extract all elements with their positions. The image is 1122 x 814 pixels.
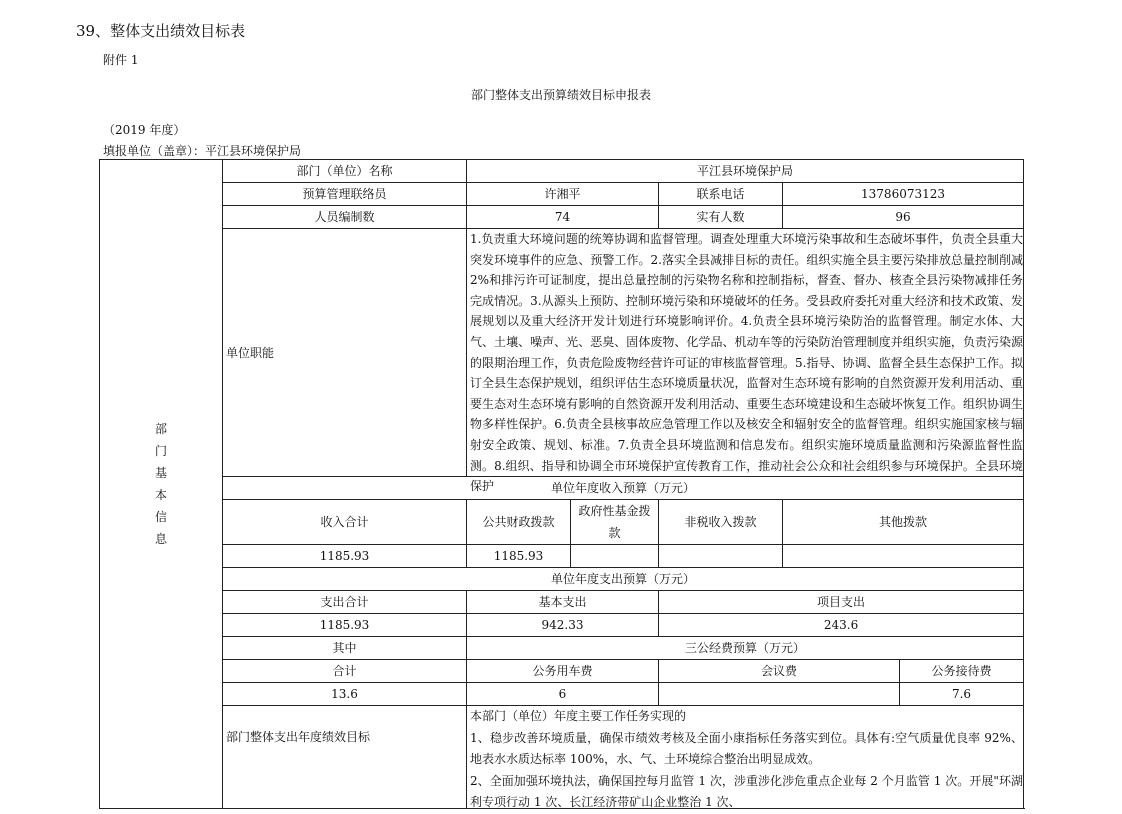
income-other-value (783, 545, 1024, 568)
three-col-meeting: 会议费 (659, 660, 900, 683)
dept-name-value: 平江县环境保护局 (467, 160, 1024, 183)
performance-cell (467, 706, 1024, 809)
income-non-tax-value (659, 545, 783, 568)
income-col-other: 其他拨款 (783, 500, 1024, 545)
expense-total-value: 1185.93 (223, 614, 467, 637)
attachment-label: 附件 1 (103, 53, 139, 67)
phone-value: 13786073123 (783, 183, 1024, 206)
section-title: 39、整体支出绩效目标表 (76, 22, 246, 40)
duties-label: 单位职能 (223, 229, 467, 477)
filler-unit: 填报单位（盖章）：平江县环境保护局 (103, 144, 302, 158)
income-col-non-tax: 非税收入拨款 (659, 500, 783, 545)
staff-actual-value: 96 (783, 206, 1024, 229)
income-total-value: 1185.93 (223, 545, 467, 568)
among-label: 其中 (223, 637, 467, 660)
liaison-label: 预算管理联络员 (223, 183, 467, 206)
performance-item-1: 1、稳步改善环境质量，确保市绩效考核及全面小康指标任务落实到位。具体有:空气质量优良率 92%、地表水水质达标率 100%，水、气、土环境综合整治出明显成效。 (470, 730, 1024, 766)
income-col-gov-fund: 政府性基金拨款 (571, 500, 659, 545)
expense-col-total: 支出合计 (223, 591, 467, 614)
income-col-public-finance: 公共财政拨款 (467, 500, 571, 545)
liaison-value: 许湘平 (467, 183, 659, 206)
performance-target-form (99, 159, 1024, 809)
three-col-total: 合计 (223, 660, 467, 683)
income-gov-fund-value (571, 545, 659, 568)
performance-item-2: 2、全面加强环境执法，确保国控每月监管 1 次，涉重涉化涉危重点企业每 2 个月监管 1 次。开展"环湖利专项行动 1 次、长江经济带矿山企业整治 1 次、 (470, 773, 1024, 809)
expense-col-project: 项目支出 (659, 591, 1024, 614)
income-header: 单位年度收入预算（万元） (223, 477, 1024, 500)
three-vehicle-value: 6 (467, 683, 659, 706)
three-col-vehicle: 公务用车费 (467, 660, 659, 683)
income-public-finance-value: 1185.93 (467, 545, 571, 568)
year-label: （2019 年度） (103, 123, 186, 137)
performance-intro: 本部门（单位）年度主要工作任务实现的 (470, 709, 687, 723)
three-public-header: 三公经费预算（万元） (467, 637, 1024, 660)
three-col-reception: 公务接待费 (900, 660, 1024, 683)
form-title: 部门整体支出预算绩效目标申报表 (470, 88, 651, 102)
dept-name-label: 部门（单位）名称 (223, 160, 467, 183)
staff-quota-label: 人员编制数 (223, 206, 467, 229)
staff-quota-value: 74 (467, 206, 659, 229)
expense-col-basic: 基本支出 (467, 591, 659, 614)
performance-label: 部门整体支出年度绩效目标 (223, 706, 467, 809)
expense-project-value: 243.6 (659, 614, 1024, 637)
staff-actual-label: 实有人数 (659, 206, 783, 229)
expense-basic-value: 942.33 (467, 614, 659, 637)
three-total-value: 13.6 (223, 683, 467, 706)
basic-info-group-label: 部 门 基 本 信 息 (100, 160, 223, 809)
phone-label: 联系电话 (659, 183, 783, 206)
three-reception-value: 7.6 (900, 683, 1024, 706)
three-meeting-value (659, 683, 900, 706)
income-col-total: 收入合计 (223, 500, 467, 545)
expense-header: 单位年度支出预算（万元） (223, 568, 1024, 591)
duties-text: 1.负责重大环境问题的统筹协调和监督管理。调查处理重大环境污染事故和生态破坏事件，负责全县重大突发环境事件的应急、预警工作。2.落实全县减排目标的责任。组织实施全县主要污染排放总量控制削减2%和排污许可证制度，提出总量控制的污染物名称和控制指标，督查、督办、核查全县污染物减排任务完成情况。3.从源头上预防、控制环境污染和环境破坏的任务。受县政府委托对重大经济和技术政策、发展规划以及重大经济开发计划进行环境影响评价。4.负责全县环境污染防治的监督管理。制定水体、大气、土壤、噪声、光、恶臭、固体废物、化学品、机动车等的污染防治管理制度并组织实施，负责污染源的限期治理工作，负责危险废物经营许可证的审核监督管理。5.指导、协调、监督全县生态保护工作。拟订全县生态保护规划，组织评估生态环境质量状况，监督对生态环境有影响的自然资源开发利用活动、重要生态对生态环境有影响的自然资源开发利用活动、重要生态环境建设和生态破坏恢复工作。组织协调生物多样性保护。6.负责全县核事故应急管理工作以及核安全和辐射安全的监督管理。组织实施国家核与辐射安全政策、规划、标准。7.负责全县环境监测和信息发布。组织实施环境质量监测和污染源监督性监测。8.组织、指导和协调全市环境保护宣传教育工作，推动社会公众和社会组织参与环境保护。全县环境保护 (470, 232, 1024, 494)
